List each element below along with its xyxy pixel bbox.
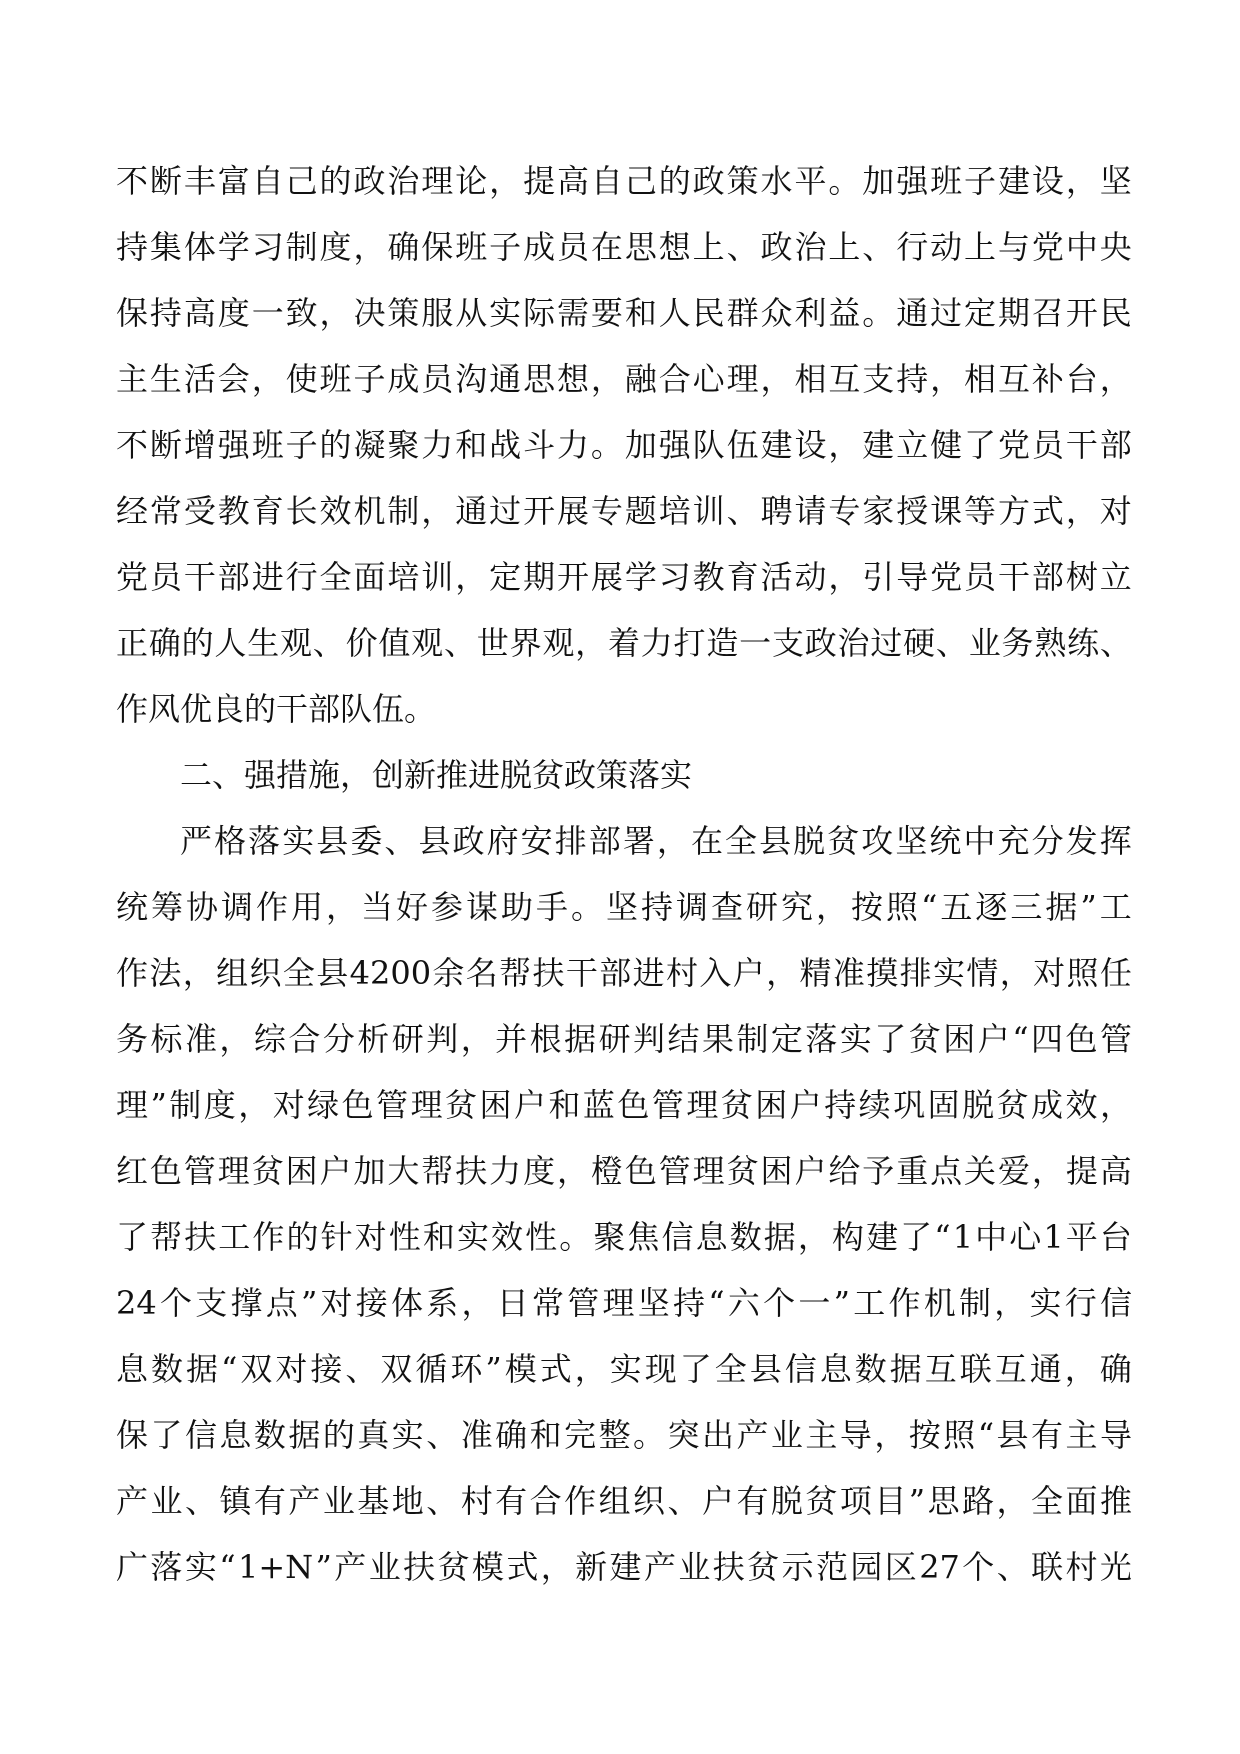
text-line: 正 确 的 人 生 观 、 价 值 观 、 世 界 观 ， 着 力 打 造 一 支 政 治 过 硬 、 业 务 熟 练 、: [116, 624, 1132, 662]
text-line: 了 帮 扶 工 作 的 针 对 性 和 实 效 性 。 聚 焦 信 息 数 据 ， 构 建 了 “ 1 中 心 1 平 台: [116, 1218, 1132, 1256]
text-line: 党 员 干 部 进 行 全 面 培 训 ， 定 期 开 展 学 习 教 育 活 动 ， 引 导 党 员 干 部 树 立: [116, 558, 1132, 596]
text-line: 产 业 、 镇 有 产 业 基 地 、 村 有 合 作 组 织 、 户 有 脱 贫 项 目 ” 思 路 ， 全 面 推: [116, 1482, 1132, 1520]
text-line: 严 格 落 实 县 委 、 县 政 府 安 排 部 署 ， 在 全 县 脱 贫 攻 坚 统 中 充 分 发 挥: [180, 822, 1132, 860]
text-line: 持 集 体 学 习 制 度 ， 确 保 班 子 成 员 在 思 想 上 、 政 治 上 、 行 动 上 与 党 中 央: [116, 228, 1132, 266]
text-line: 息 数 据 “ 双 对 接 、 双 循 环 ” 模 式 ， 实 现 了 全 县 信 息 数 据 互 联 互 通 ， 确: [116, 1350, 1132, 1388]
text-line: 不 断 增 强 班 子 的 凝 聚 力 和 战 斗 力 。 加 强 队 伍 建 设 ， 建 立 健 了 党 员 干 部: [116, 426, 1132, 464]
text-line: 红 色 管 理 贫 困 户 加 大 帮 扶 力 度 ， 橙 色 管 理 贫 困 户 给 予 重 点 关 爱 ， 提 高: [116, 1152, 1132, 1190]
text-line: 保 了 信 息 数 据 的 真 实 、 准 确 和 完 整 。 突 出 产 业 主 导 ， 按 照 “ 县 有 主 导: [116, 1416, 1132, 1454]
text-line: 理 ” 制 度 ， 对 绿 色 管 理 贫 困 户 和 蓝 色 管 理 贫 困 户 持 续 巩 固 脱 贫 成 效 ，: [116, 1086, 1132, 1124]
text-line: 统 筹 协 调 作 用 ， 当 好 参 谋 助 手 。 坚 持 调 查 研 究 ， 按 照 “ 五 逐 三 据 ” 工: [116, 888, 1132, 926]
text-line: 务 标 准 ， 综 合 分 析 研 判 ， 并 根 据 研 判 结 果 制 定 落 实 了 贫 困 户 “ 四 色 管: [116, 1020, 1132, 1058]
text-line: 主 生 活 会 ， 使 班 子 成 员 沟 通 思 想 ， 融 合 心 理 ， 相 互 支 持 ， 相 互 补 台 ，: [116, 360, 1132, 398]
text-line: 二、强措施，创新推进脱贫政策落实: [180, 756, 693, 794]
body-text: [116, 148, 1132, 1600]
text-line: 作风优良的干部队伍。: [116, 690, 437, 728]
text-line: 不 断 丰 富 自 己 的 政 治 理 论 ， 提 高 自 己 的 政 策 水 平 。 加 强 班 子 建 设 ， 坚: [116, 162, 1132, 200]
text-line: 24 个 支 撑 点 ” 对 接 体 系 ， 日 常 管 理 坚 持 “ 六 个 一 ” 工 作 机 制 ， 实 行 信: [116, 1284, 1132, 1322]
text-line: 广 落 实 “ 1+N ” 产 业 扶 贫 模 式 ， 新 建 产 业 扶 贫 示 范 园 区 27 个 、 联 村 光: [116, 1548, 1132, 1586]
text-line: 经 常 受 教 育 长 效 机 制 ， 通 过 开 展 专 题 培 训 、 聘 请 专 家 授 课 等 方 式 ， 对: [116, 492, 1132, 530]
text-line: 保 持 高 度 一 致 ， 决 策 服 从 实 际 需 要 和 人 民 群 众 利 益 。 通 过 定 期 召 开 民: [116, 294, 1132, 332]
text-line: 作 法 ， 组 织 全 县 4200 余 名 帮 扶 干 部 进 村 入 户 ， 精 准 摸 排 实 情 ， 对 照 任: [116, 954, 1132, 992]
